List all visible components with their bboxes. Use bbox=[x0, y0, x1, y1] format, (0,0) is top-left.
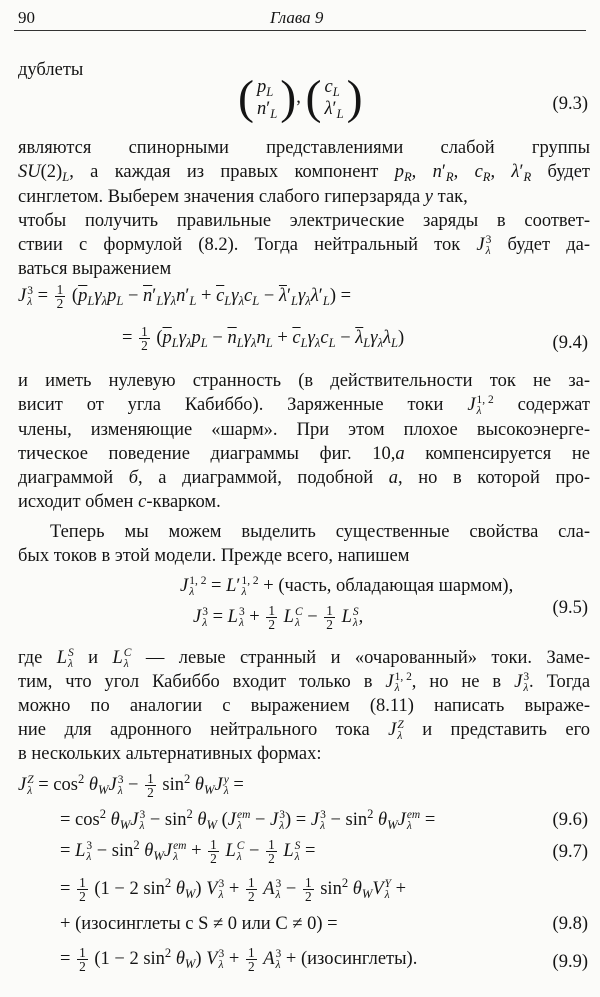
text-line: и иметь нулевую странность (в действительности ток не за- bbox=[18, 371, 590, 391]
text-line: Теперь мы можем выделить существенные свойства сла- bbox=[50, 522, 590, 542]
page-number: 90 bbox=[18, 8, 35, 27]
equation-number: (9.3) bbox=[552, 94, 588, 114]
equation-9-7: = L 3 λ − $\sin^2 \theta_WJ$ em λ + $\frac{1}{2}$ L C λ − $\frac{1}{2}$ L S λ = bbox=[60, 837, 316, 867]
equation-number: (9.6) bbox=[552, 810, 588, 830]
text-line: тим, что угол Кабиббо входит только в J 1, 2 λ , но не в J 3 λ . Тогда bbox=[18, 670, 591, 694]
text-line: в нескольких альтернативных формах: bbox=[18, 744, 322, 764]
text-line: диаграммой б, а диаграммой, подобной a, но в которой про- bbox=[18, 468, 591, 488]
text-line: висит от угла Кабиббо). Заряженные токи J 1, 2 λ содержат bbox=[18, 393, 590, 417]
equation-number: (9.7) bbox=[552, 842, 588, 862]
text-line: являются спинорными представлениями слабой группы bbox=[18, 138, 590, 158]
text-line: где L S λ и L C λ — левые странный и «очарованный» токи. Заме- bbox=[18, 646, 591, 670]
text-line: дублеты bbox=[18, 60, 84, 80]
equation-9-8-line-2: + (изосинглеты с S ≠ 0 или C ≠ 0) = bbox=[60, 914, 338, 934]
text-line: члены, изменяющие «шарм». При этом плохое высокоэнерге- bbox=[18, 420, 590, 440]
equation-9-6-line-2: = $\cos^2 \theta_WJ$ 3 λ − $\sin^2 \theta_W$ (J em λ − J 3 λ ) = J 3 λ − $\sin^2 \theta_WJ$ em λ = bbox=[60, 807, 436, 833]
equation-9-4-line-2: = $\frac{1}{2}$ $(\overline{p}_L\gamma_\lambda p_L - \overline{n}_L\gamma_\lambda n_L + \overline{c}_L\gamma_\lambda c_L - \overline{\lambda}_L\gamma_\lambda\lambda_L)$ bbox=[122, 324, 405, 354]
equation-number: (9.9) bbox=[552, 952, 588, 972]
text-line: можно по аналогии с выражением (8.11) написать выраже- bbox=[18, 696, 590, 716]
equation-9-3: ( $p_L$ $n'_L$ ), ( $c_L$ $\lambda'_L$ ) bbox=[238, 71, 363, 124]
equation-9-5-line-1: J 1, 2 λ = L′ 1, 2 λ + (часть, обладающая шармом), bbox=[180, 574, 514, 598]
equation-9-8-line-1: = $\frac{1}{2}$ (1 − 2 $\sin^2 \theta_W$) V 3 λ + $\frac{1}{2}$ A 3 λ − $\frac{1}{2}$ $\sin^2 \theta_WV$ Y λ + bbox=[60, 875, 407, 905]
text-line: ние для адронного нейтрального тока J Z λ и представить его bbox=[18, 718, 590, 742]
text-line: синглетом. Выберем значения слабого гиперзаряда y так, bbox=[18, 187, 468, 207]
equation-9-9: = $\frac{1}{2}$ (1 − 2 $\sin^2 \theta_W$) V 3 λ + $\frac{1}{2}$ A 3 λ + (изосинглеты). bbox=[60, 945, 418, 975]
running-head: Глава 9 bbox=[270, 8, 324, 27]
equation-number: (9.4) bbox=[552, 333, 588, 353]
equation-9-4-line-1: J 3 λ = $\frac{1}{2}$ $(\overline{p}_L\gamma_\lambda p_L - \overline{n}'_L\gamma_\lambda n'_L + \overline{c}_L\gamma_\lambda c_L - \overline{\lambda}'_L\gamma_\lambda\lambda'_L)$ = bbox=[18, 282, 352, 312]
equation-number: (9.5) bbox=[552, 598, 588, 618]
text-line: $SU(2)_L$, а каждая из правых компонент $p_R$, $n'_R$, $c_R$, $\lambda'_R$ будет bbox=[18, 162, 591, 185]
text-line: чтобы получить правильные электрические заряды в соответ- bbox=[18, 211, 590, 231]
text-line: исходит обмен c-кварком. bbox=[18, 492, 221, 512]
text-line: бых токов в этой модели. Прежде всего, напишем bbox=[18, 546, 410, 566]
text-line: тическое поведение диаграммы фиг. 10,a компенсируется не bbox=[18, 444, 590, 464]
text-line: ствии с формулой (8.2). Тогда нейтральный ток J 3 λ будет да- bbox=[18, 233, 590, 257]
text-line: ваться выражением bbox=[18, 259, 172, 279]
header-rule bbox=[14, 30, 586, 31]
equation-number: (9.8) bbox=[552, 914, 588, 934]
equation-9-5-line-2: J 3 λ = L 3 λ + $\frac{1}{2}$ L C λ − $\frac{1}{2}$ L S λ , bbox=[193, 603, 364, 633]
equation-9-6-line-1: J Z λ = $\cos^2 \theta_WJ$ 3 λ − $\frac{1}{2}$ $\sin^2 \theta_WJ$ y λ = bbox=[18, 771, 244, 801]
